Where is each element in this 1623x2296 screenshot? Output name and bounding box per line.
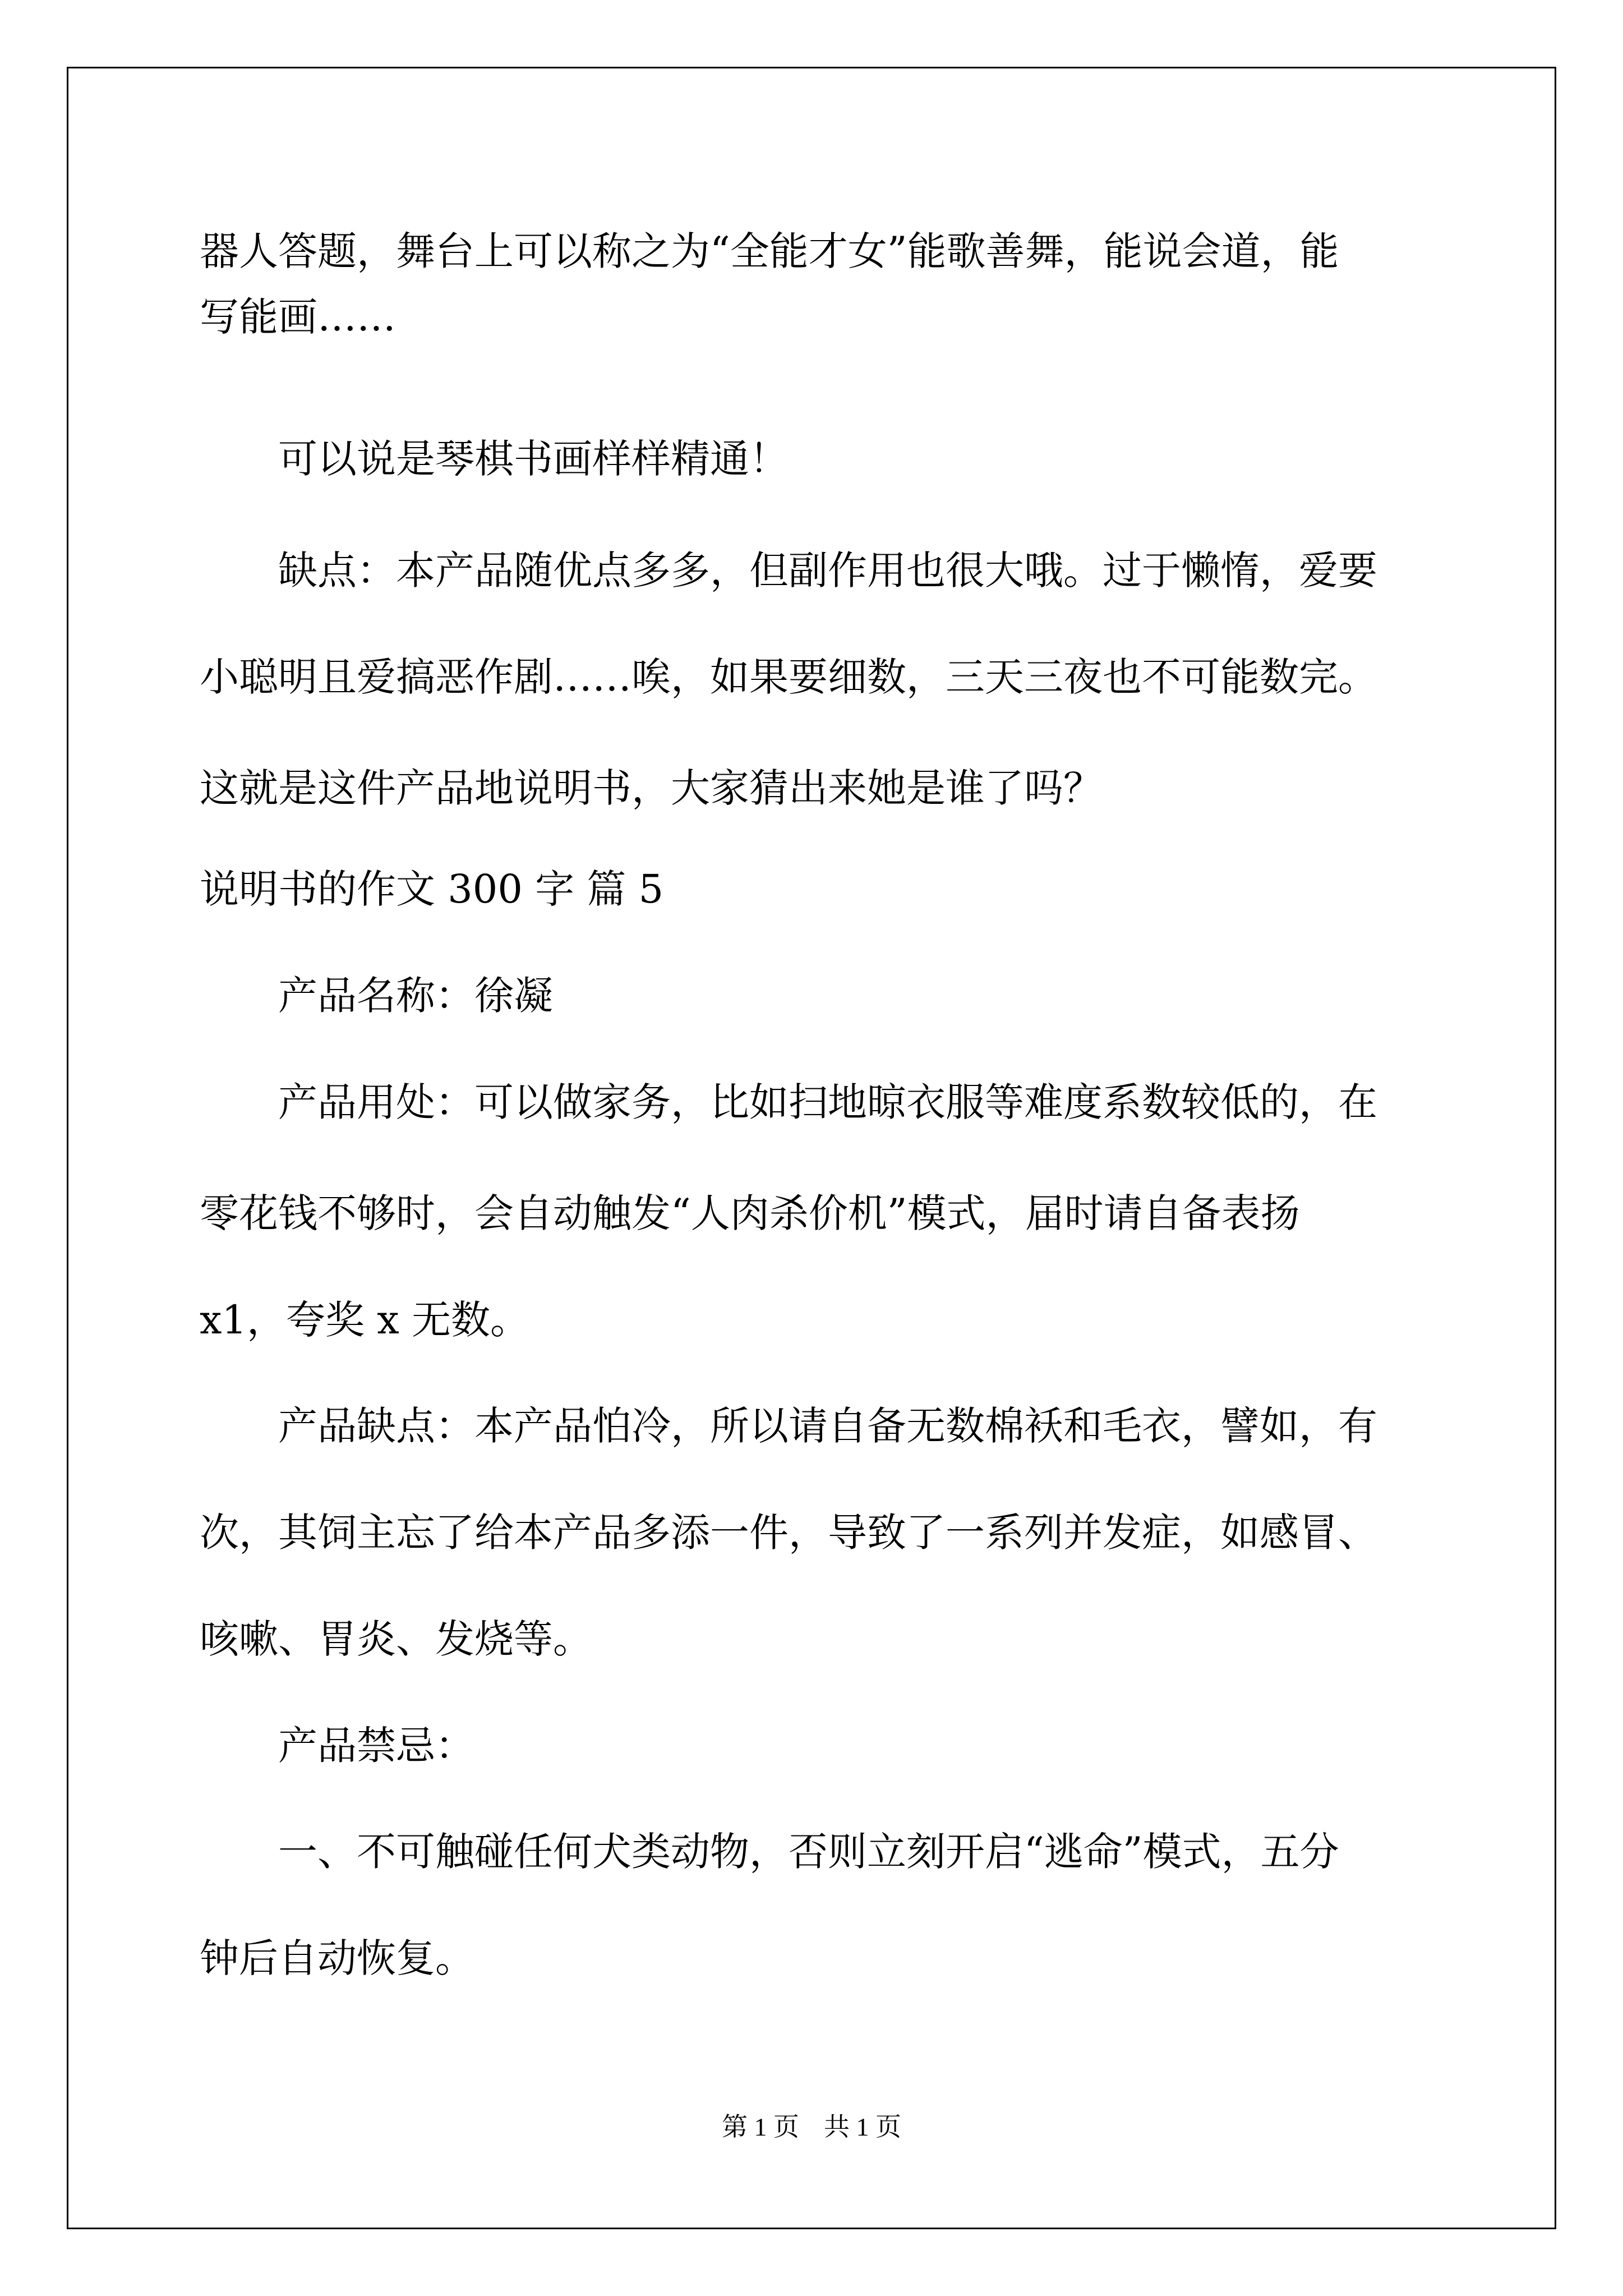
section-heading: 说明书的作文 300 字 篇 5 [200,866,664,912]
text-line: 零花钱不够时，会自动触发“人肉杀价机”模式，届时请自备表扬 [200,1190,1300,1236]
text-line: 咳嗽、胃炎、发烧等。 [200,1616,592,1662]
text-line: 这就是这件产品地说明书，大家猜出来她是谁了吗？ [200,765,1103,811]
text-line: 器人答题，舞台上可以称之为“全能才女”能歌善舞，能说会道，能 [200,228,1339,274]
text-line: 可以说是琴棋书画样样精通！ [278,436,789,482]
page-footer [0,2110,1623,2144]
text-line: 产品缺点：本产品怕冷，所以请自备无数棉袄和毛衣，譬如，有 [278,1403,1377,1449]
page-number-total: 共 1 页 [824,2113,901,2141]
text-line: 小聪明且爱搞恶作剧……唉，如果要细数，三天三夜也不可能数完。 [200,654,1377,700]
text-line: 写能画…… [200,294,396,340]
text-line: 钟后自动恢复。 [200,1935,474,1981]
text-line: 产品名称：徐凝 [278,973,553,1019]
text-line: 产品用处：可以做家务，比如扫地晾衣服等难度系数较低的，在 [278,1079,1377,1125]
text-line: x1，夸奖 x 无数。 [200,1297,529,1343]
page-border [67,67,1556,2229]
text-line: 缺点：本产品随优点多多，但副作用也很大哦。过于懒惰，爱要 [278,547,1377,593]
text-line: 次，其饲主忘了给本产品多添一件，导致了一系列并发症，如感冒、 [200,1510,1377,1556]
text-line: 产品禁忌： [278,1723,474,1769]
page-number-current: 第 1 页 [722,2113,799,2141]
text-line: 一、不可触碰任何犬类动物，否则立刻开启“逃命”模式，五分 [278,1829,1339,1875]
